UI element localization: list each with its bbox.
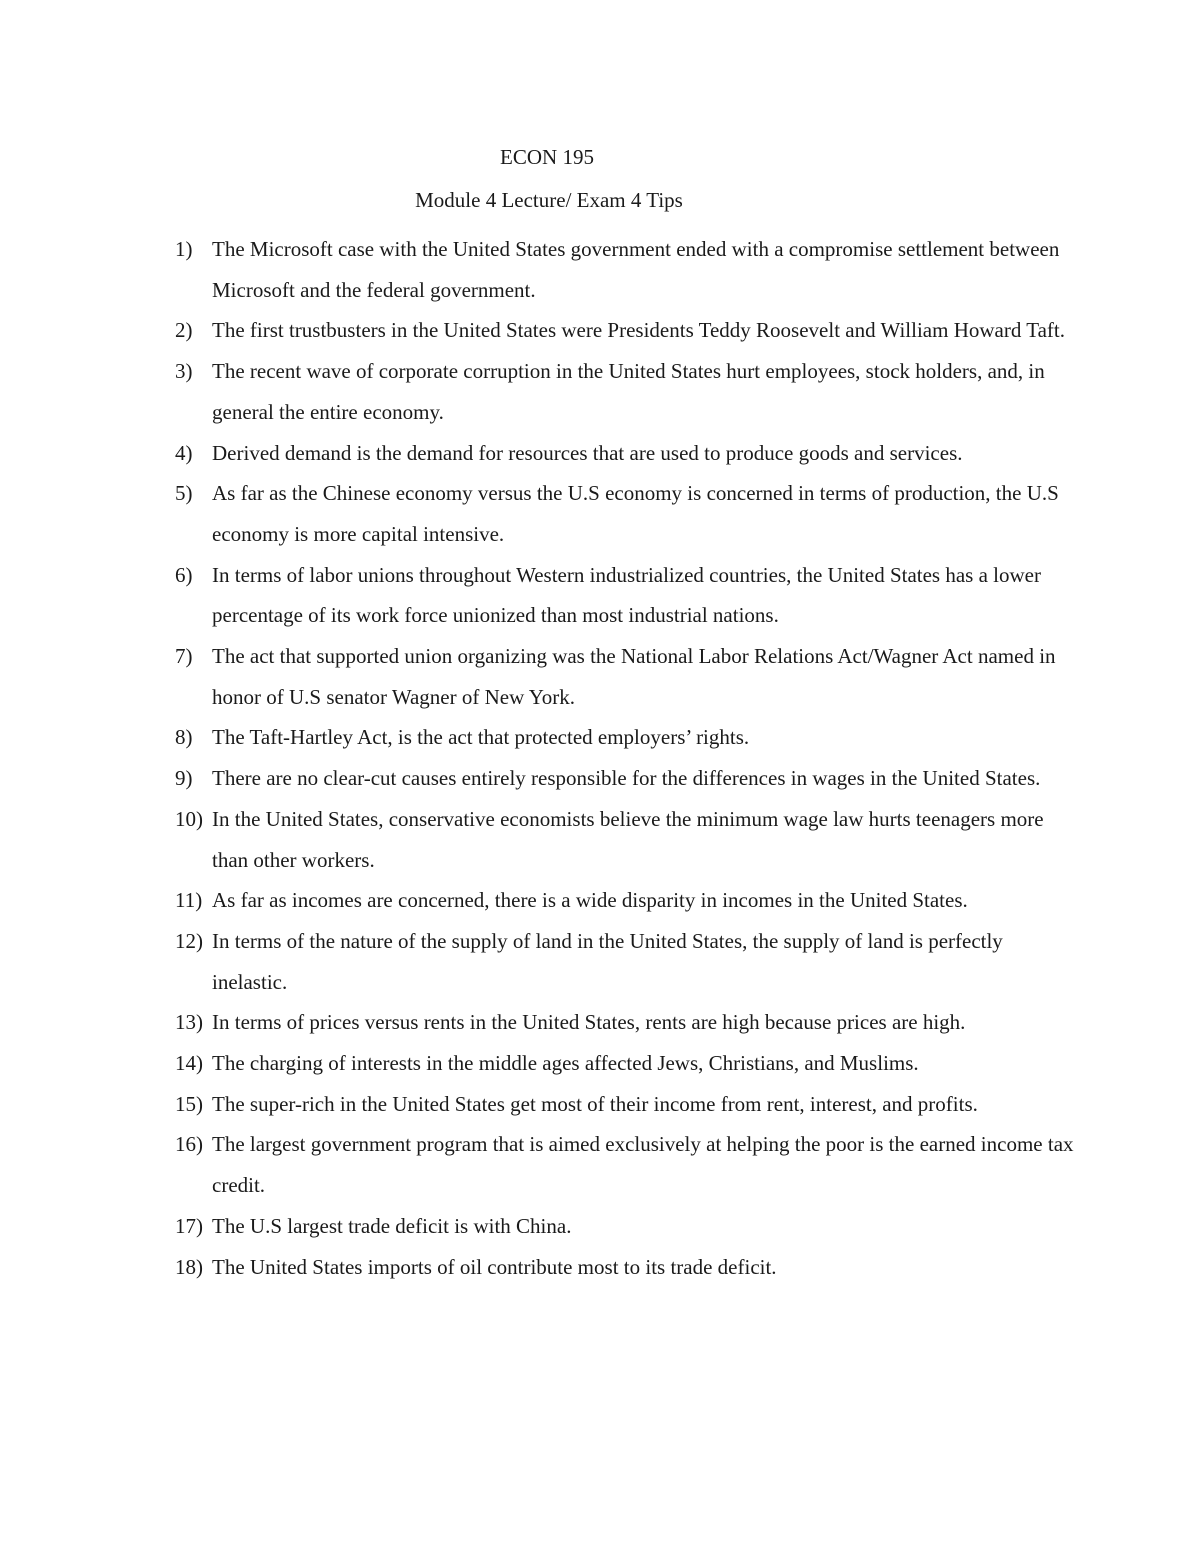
tip-text: As far as incomes are concerned, there is a wide disparity in incomes in the United States. [212,888,968,913]
tip-item [175,433,1075,474]
tip-number: 13) [175,1010,203,1035]
tip-number: 4) [175,440,193,465]
tip-text: There are no clear-cut causes entirely responsible for the differences in wages in the United States. [212,766,1041,791]
tip-number: 18) [175,1254,203,1279]
course-title: ECON 195 [500,145,594,169]
tip-number: 16) [175,1132,203,1157]
tip-text: In terms of labor unions throughout Western industrialized countries, the United States has a lower percentage of its work force unionized than most industrial nations. [212,562,1041,628]
tip-number: 2) [175,318,193,343]
tip-item [175,1124,1075,1205]
tip-number: 12) [175,928,203,953]
tip-item [175,555,1075,636]
tip-item [175,1002,1075,1043]
tip-item [175,351,1075,432]
tip-number: 9) [175,766,193,791]
tip-text: The largest government program that is aimed exclusively at helping the poor is the earned income tax credit. [212,1132,1074,1198]
tip-number: 17) [175,1213,203,1238]
tip-text: As far as the Chinese economy versus the U.S economy is concerned in terms of production, the U.S economy is more capital intensive. [212,481,1059,546]
tip-text: The Microsoft case with the United States government ended with a compromise settlement between Microsoft and the federal government. [212,237,1060,302]
tip-text: In terms of the nature of the supply of land in the United States, the supply of land is perfectly inelastic. [212,928,1003,994]
tip-item [175,636,1075,717]
tip-item [175,229,1075,310]
tip-item [175,880,1075,921]
document-subtitle: Module 4 Lecture/ Exam 4 Tips [415,188,683,212]
tip-number: 8) [175,725,193,750]
tip-item [175,310,1075,351]
tip-text: The Taft-Hartley Act, is the act that protected employers’ rights. [212,725,750,750]
tip-number: 6) [175,562,193,587]
tip-number: 3) [175,359,193,384]
tip-item [175,1247,1075,1288]
tip-text: In the United States, conservative economists believe the minimum wage law hurts teenagers more than other workers. [212,806,1044,872]
tip-item [175,1084,1075,1125]
tip-item [175,799,1075,880]
tip-text: Derived demand is the demand for resources that are used to produce goods and services. [212,440,963,465]
tip-text: The first trustbusters in the United States were Presidents Teddy Roosevelt and William Howard Taft. [212,318,1065,343]
tip-number: 10) [175,806,203,831]
tip-item [175,921,1075,1002]
tip-item [175,473,1075,554]
tip-number: 14) [175,1051,203,1076]
tip-number: 5) [175,481,193,506]
tip-item [175,717,1075,758]
tip-text: The super-rich in the United States get most of their income from rent, interest, and profits. [212,1091,978,1116]
tip-text: The U.S largest trade deficit is with China. [212,1213,572,1238]
tip-text: The United States imports of oil contribute most to its trade deficit. [212,1254,777,1279]
tip-number: 15) [175,1091,203,1116]
tip-item [175,1043,1075,1084]
tip-text: The act that supported union organizing was the National Labor Relations Act/Wagner Act named in honor of U.S senator Wagner of New York. [212,644,1056,709]
tip-text: In terms of prices versus rents in the United States, rents are high because prices are high. [212,1010,966,1035]
tip-text: The recent wave of corporate corruption in the United States hurt employees, stock holders, and, in general the entire economy. [212,359,1045,424]
tip-number: 11) [175,888,203,913]
tip-item [175,1206,1075,1247]
tips-list [175,229,1075,1287]
tip-number: 1) [175,237,193,261]
tip-item [175,758,1075,799]
tip-text: The charging of interests in the middle ages affected Jews, Christians, and Muslims. [212,1051,919,1076]
tip-number: 7) [175,644,193,669]
